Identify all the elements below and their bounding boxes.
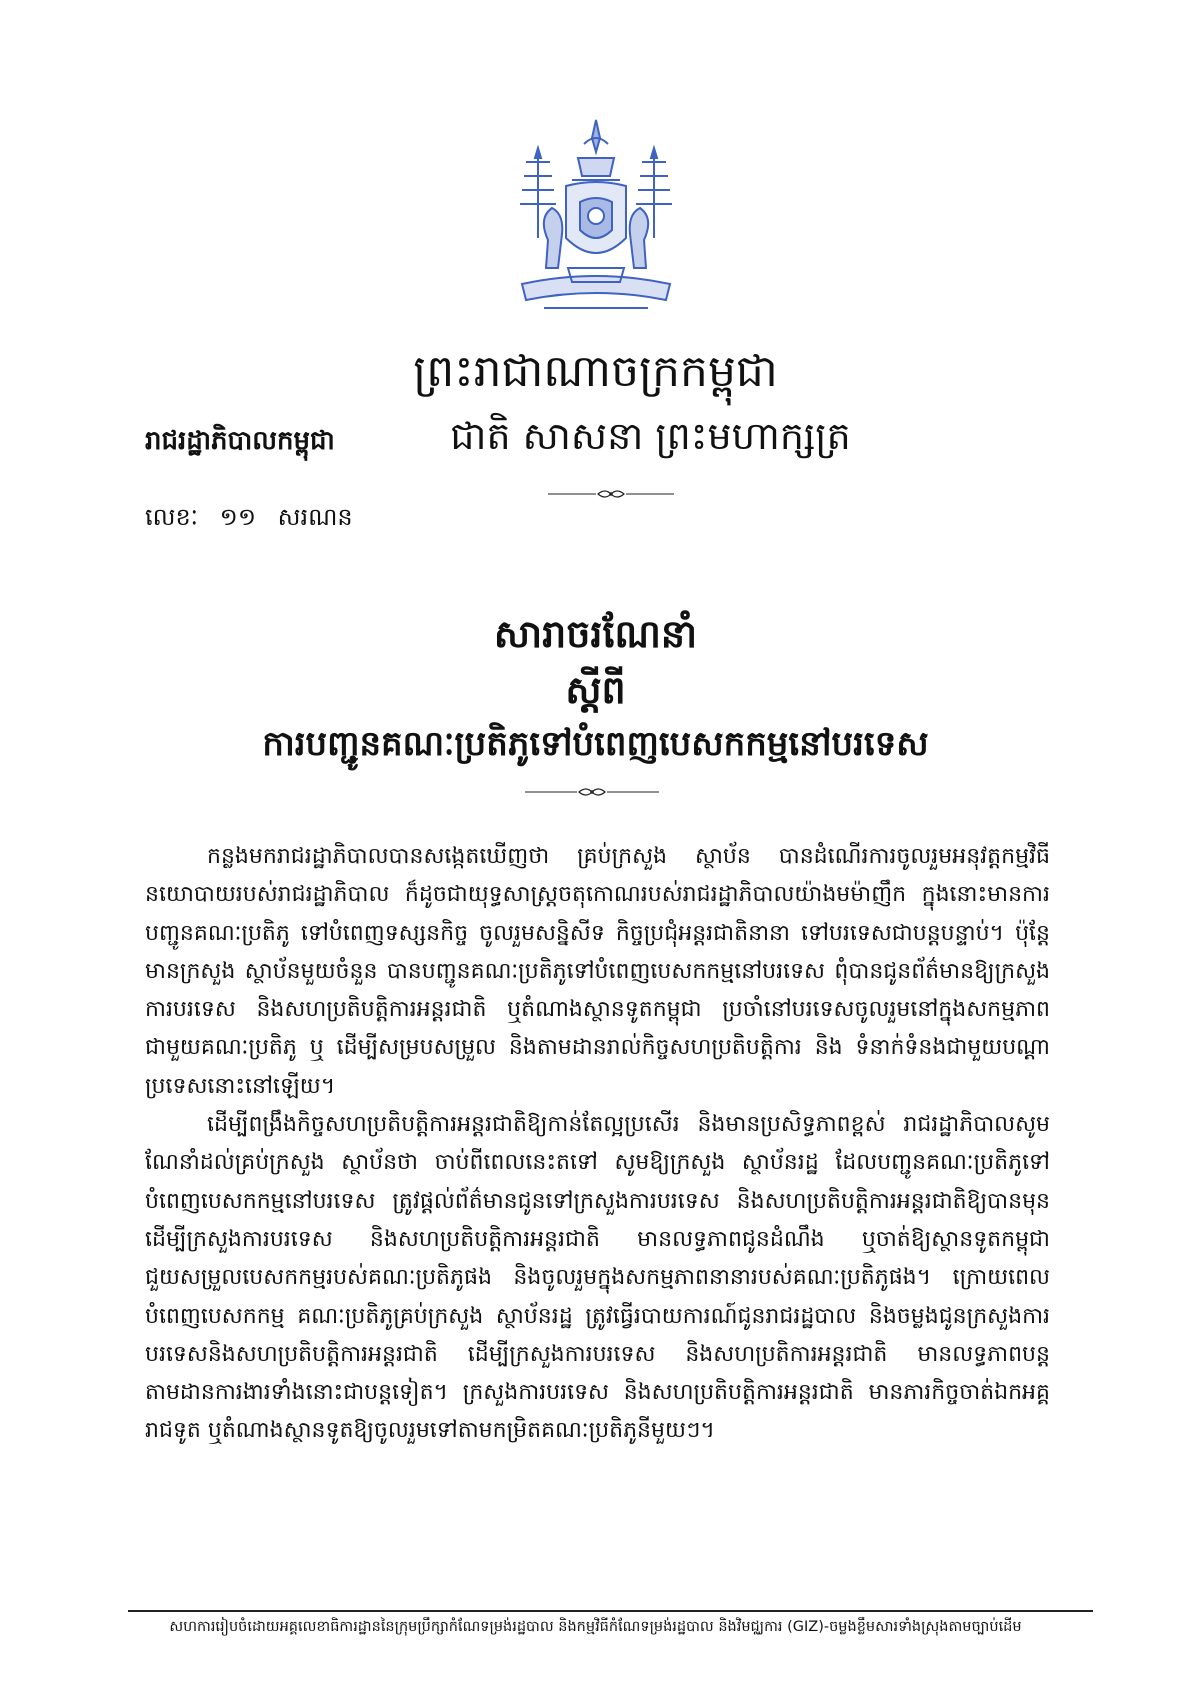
document-subject: ការបញ្ជូនគណៈប្រតិភូទៅបំពេញបេសកកម្មនៅបរទេស (262, 724, 929, 764)
government-name: រាជរដ្ឋាភិបាលកម្ពុជា (145, 426, 335, 456)
body-paragraph: ដើម្បីពង្រឹងកិច្ចសហប្រតិបត្តិការអន្តរជាតិឱ្យកាន់តែល្អប្រសើរ និងមានប្រសិទ្ធភាពខ្ពស់ រាជរដ្ឋាភិបាលសូមណែនាំដល់គ្រប់ក្រសួង ស្ថាប័នថា ចាប់ពីពេលនេះតទៅ សូមឱ្យក្រសួង ស្ថាប័នរដ្ឋ ដែលបញ្ជូនគណៈប្រតិភូទៅបំពេញបេសកកម្មនៅបរទេស ត្រូវផ្ដល់ព័ត៌មានជូនទៅក្រសួងការបរទេស និងសហប្រតិបត្តិការអន្តរជាតិឱ្យបានមុនដើម្បីក្រសួងការបរទេស និងសហប្រតិបត្តិការអន្តរជាតិ មានលទ្ធភាពជូនដំណឹង ឬចាត់ឱ្យស្ថានទូតកម្ពុជា ជួយសម្រួលបេសកកម្មរបស់គណៈប្រតិភូផង និងចូលរួមក្នុងសកម្មភាពនានារបស់គណៈប្រតិភូផង។ ក្រោយពេលបំពេញបេសកកម្ម គណៈប្រតិភូគ្រប់ក្រសួង ស្ថាប័នរដ្ឋ ត្រូវធ្វើរបាយការណ៍ជូនរាជរដ្ឋបាល និងចម្លងជូនក្រសួងការបរទេសនិងសហប្រតិបត្តិការអន្តរជាតិ ដើម្បីក្រសួងការបរទេស និងសហប្រតិការអន្តរជាតិ មានលទ្ធភាពបន្តតាមដានការងារទាំងនោះជាបន្តទៀត។ ក្រសួងការបរទេស និងសហប្រតិបត្តិការអន្តរជាតិ មានភារកិច្ចចាត់ឯកអគ្គរាជទូត ឬតំណាងស្ថានទូតឱ្យចូលរួមទៅតាមកម្រិតគណៈប្រតិភូនីមួយៗ។ (145, 1112, 1050, 1444)
kingdom-name: ព្រះរាជាណាចក្រកម្ពុជា (413, 346, 778, 397)
footer-rule (128, 1610, 1093, 1612)
document-subtitle: ស្ដីពី (565, 667, 626, 712)
document-title: សារាចរណែនាំ (493, 611, 698, 656)
footer-note: សហការរៀបចំដោយអគ្គលេខាធិការដ្ឋាននៃក្រុមប្រឹក្សាកំណែទម្រង់រដ្ឋបាល និងកម្មវិធីកំណែទម្រង់រដ្ឋបាល និងវិមជ្ឈការ (GIZ)-ចម្លងខ្លឹមសារទាំងស្រុងតាមច្បាប់ដើម (169, 1619, 1022, 1635)
body-paragraph: កន្លងមករាជរដ្ឋាភិបាលបានសង្កេតឃើញថា គ្រប់ក្រសួង ស្ថាប័ន បានដំណើរការចូលរួមអនុវត្តកម្មវិធីនយោបាយរបស់រាជរដ្ឋាភិបាល ក៏ដូចជាយុទ្ធសាស្ត្រចតុកោណរបស់រាជរដ្ឋាភិបាលយ៉ាងមម៉ាញឹក ក្នុងនោះមានការបញ្ជូនគណៈប្រតិភូ ទៅបំពេញទស្សនកិច្ច ចូលរួមសន្និសីទ កិច្ចប្រជុំអន្តរជាតិនានា ទៅបរទេសជាបន្តបន្ទាប់។ ប៉ុន្តែមានក្រសួង ស្ថាប័នមួយចំនួន បានបញ្ជូនគណៈប្រតិភូទៅបំពេញបេសកកម្មនៅបរទេស ពុំបានជូនព័ត៌មានឱ្យក្រសួងការបរទេស និងសហប្រតិបត្តិការអន្តរជាតិ ឬតំណាងស្ថានទូតកម្ពុជា ប្រចាំនៅបរទេសចូលរួមនៅក្នុងសកម្មភាពជាមួយគណៈប្រតិភូ ឬ ដើម្បីសម្របសម្រួល និងតាមដានរាល់កិច្ចសហប្រតិបត្តិការ និង ទំនាក់ទំនងជាមួយបណ្ដាប្រទេសនោះនៅឡើយ។ (145, 844, 1050, 1099)
header-row (0, 414, 1191, 460)
national-motto: ជាតិ សាសនា ព្រះមហាក្សត្រ (450, 414, 851, 458)
document-body (145, 838, 1050, 1451)
ornament-divider (525, 786, 659, 798)
ornament-divider (548, 488, 674, 500)
royal-coat-of-arms-icon (508, 118, 684, 318)
reference-number: លេខៈ ១១ សរណន (145, 503, 353, 531)
